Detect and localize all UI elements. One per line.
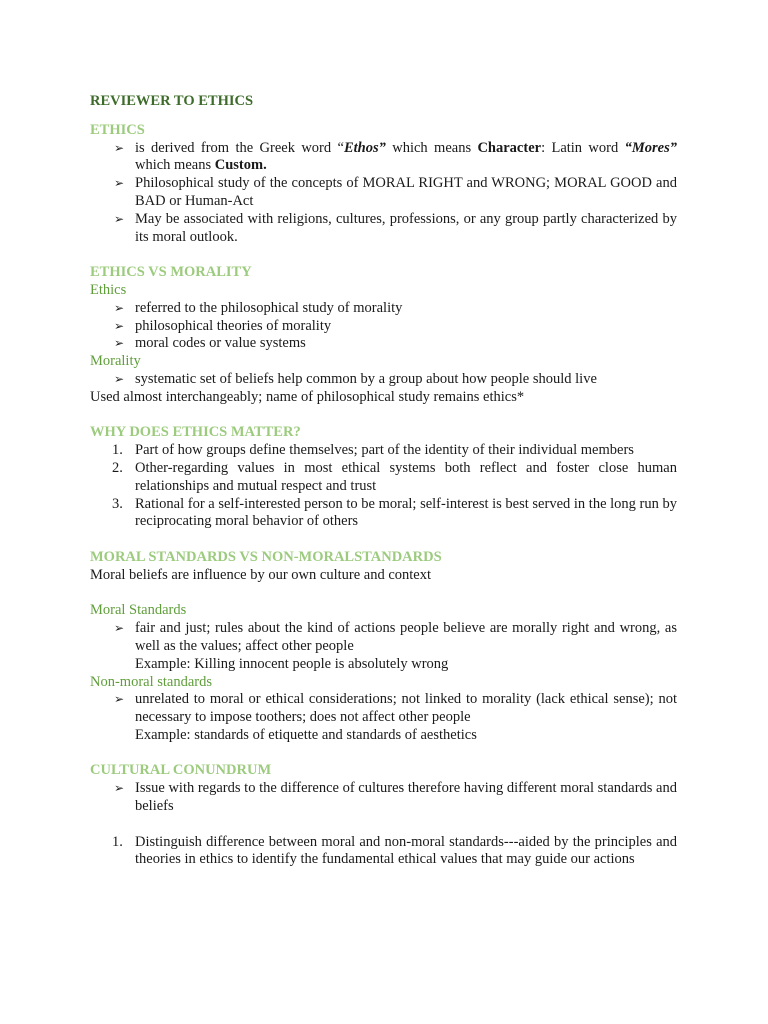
- list-number: 3.: [112, 495, 123, 512]
- list-number: 1.: [112, 442, 123, 459]
- conundrum-numbered-list: [90, 834, 677, 870]
- document-body: [90, 93, 677, 869]
- arrow-bullet-icon: ➢: [114, 336, 125, 351]
- arrow-bullet-icon: ➢: [114, 318, 125, 333]
- heading-moral-standards: MORAL STANDARDS VS NON-MORALSTANDARDS: [90, 548, 442, 565]
- heading-cultural-conundrum: CULTURAL CONUNDRUM: [90, 762, 272, 779]
- arrow-bullet-icon: ➢: [114, 692, 125, 707]
- list-item: 1. Distinguish difference between moral and non-moral standards---aided by the principles and theories in ethics to identify the fundamental ethical values that may guide our actions: [112, 833, 677, 868]
- list-item: 3. Rational for a self-interested person to be moral; self-interest is best served in the long run by reciprocating moral behavior of others: [112, 495, 677, 530]
- list-item: ➢ unrelated to moral or ethical considerations; not linked to morality (lack ethical sense); not necessary to impose toothers; does not affect other people Example: standards of etiquette and standards of aesthetics: [114, 691, 677, 743]
- list-item: ➢ is derived from the Greek word “Ethos” which means Character: Latin word “Mores” which means Custom.: [114, 139, 677, 174]
- why-matter-list: [90, 442, 677, 531]
- list-item: ➢ Philosophical study of the concepts of MORAL RIGHT and WRONG; MORAL GOOD and BAD or Human-Act: [114, 175, 677, 209]
- list-item: ➢ philosophical theories of morality: [114, 317, 332, 334]
- list-item: 2. Other-regarding values in most ethical systems both reflect and foster close human relationships and mutual respect and trust: [112, 459, 677, 494]
- document-title: REVIEWER TO ETHICS: [90, 93, 254, 109]
- heading-why-ethics-matter: WHY DOES ETHICS MATTER?: [90, 424, 301, 441]
- arrow-bullet-icon: ➢: [114, 211, 125, 226]
- ethics-definition-list: [90, 300, 677, 353]
- list-item: ➢ referred to the philosophical study of morality: [114, 299, 403, 316]
- standards-intro: Moral beliefs are influence by our own culture and context: [90, 566, 432, 583]
- arrow-bullet-icon: ➢: [114, 371, 125, 386]
- interchangeable-note: Used almost interchangeably; name of philosophical study remains ethics*: [90, 388, 525, 405]
- morality-definition-list: [90, 371, 677, 389]
- arrow-bullet-icon: ➢: [114, 300, 125, 315]
- ethics-list: [90, 140, 677, 247]
- non-moral-standards-list: [90, 691, 677, 744]
- list-item: ➢ systematic set of beliefs help common by a group about how people should live: [114, 370, 597, 387]
- subheading-ethics: Ethics: [90, 281, 127, 298]
- moral-standards-list: [90, 620, 677, 673]
- arrow-bullet-icon: ➢: [114, 140, 125, 155]
- list-item: ➢ moral codes or value systems: [114, 335, 306, 352]
- heading-ethics: ETHICS: [90, 121, 145, 138]
- list-item: 1. Part of how groups define themselves; part of the identity of their individual members: [112, 442, 634, 459]
- list-item: ➢ fair and just; rules about the kind of actions people believe are morally right and wrong, as well as the values; affect other people Example: Killing innocent people is absolutely wrong: [114, 620, 677, 672]
- list-item: ➢ Issue with regards to the difference of cultures therefore having different moral standards and beliefs: [114, 780, 677, 815]
- subheading-moral-standards: Moral Standards: [90, 602, 187, 619]
- arrow-bullet-icon: ➢: [114, 176, 125, 191]
- conundrum-list: [90, 780, 677, 816]
- non-moral-example: Example: standards of etiquette and standards of aesthetics: [135, 726, 477, 743]
- arrow-bullet-icon: ➢: [114, 621, 125, 636]
- moral-example: Example: Killing innocent people is absolutely wrong: [135, 655, 449, 672]
- heading-ethics-vs-morality: ETHICS VS MORALITY: [90, 264, 252, 281]
- arrow-bullet-icon: ➢: [114, 781, 125, 796]
- list-number: 1.: [112, 833, 123, 850]
- subheading-morality: Morality: [90, 353, 141, 370]
- list-item: ➢ May be associated with religions, cultures, professions, or any group partly characterized by its moral outlook.: [114, 210, 677, 245]
- subheading-non-moral-standards: Non-moral standards: [90, 673, 213, 690]
- list-number: 2.: [112, 459, 123, 476]
